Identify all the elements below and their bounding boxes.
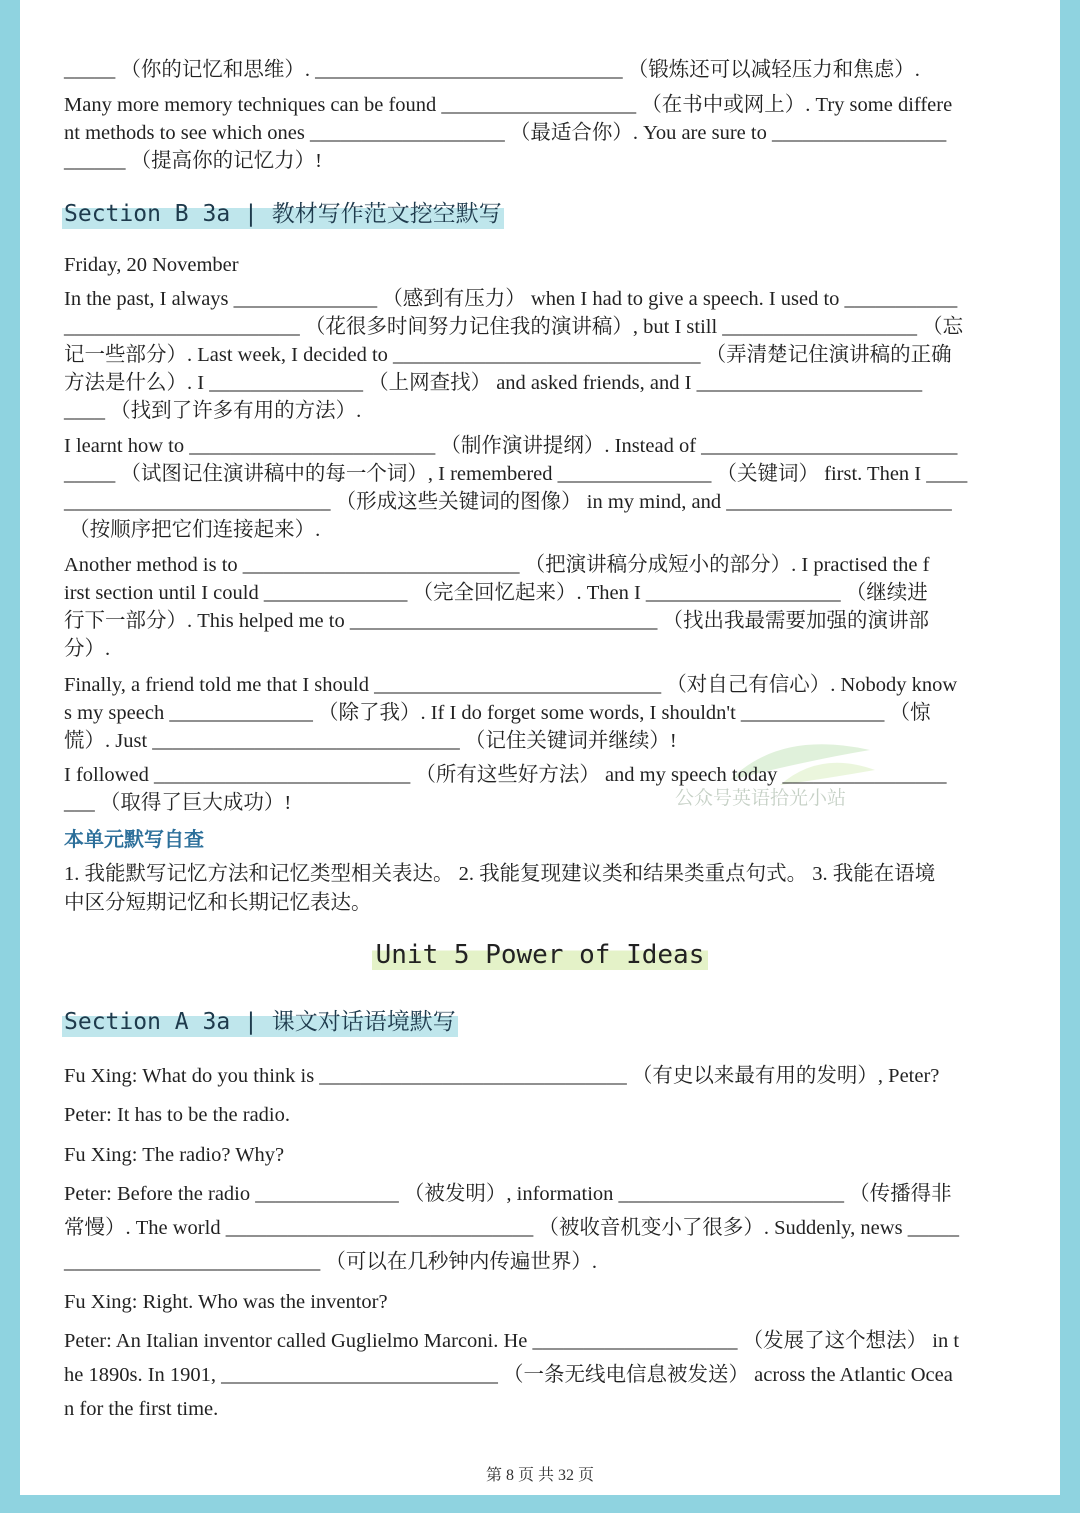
text-line: I learnt how to ________________________ （制作演讲提纲）. Instead of _________________________: [64, 435, 958, 457]
text-line: 慌）. Just ______________________________ （记住关键词并继续）!: [64, 730, 677, 752]
text-line: 方法是什么）. I _______________ （上网查找） and asked friends, and I ______________________: [64, 372, 923, 394]
dialogue-line: Fu Xing: What do you think is ______________________________ （有史以来最有用的发明）, Peter?: [64, 1065, 940, 1087]
dialogue-line: Peter: Before the radio ______________ （被发明）, information ______________________ （传播得非: [64, 1183, 952, 1205]
section-a-heading: Section A 3a | 课文对话语境默写: [64, 1009, 456, 1035]
text-line: s my speech ______________ （除了我）. If I do forget some words, I shouldn't ______________ （惊: [64, 702, 931, 724]
text-line: 记一些部分）. Last week, I decided to ______________________________ （弄清楚记住演讲稿的正确: [64, 344, 952, 366]
text-line: ___ （取得了巨大成功）!: [64, 792, 292, 814]
text-line: In the past, I always ______________ （感到有压力） when I had to give a speech. I used to ___________: [64, 288, 958, 310]
diary-date: Friday, 20 November: [64, 254, 239, 276]
text-line: Another method is to ___________________________ （把演讲稿分成短小的部分）. I practised the f: [64, 554, 930, 576]
text-line: _______________________ （花很多时间努力记住我的演讲稿）, but I still ___________________ （忘: [64, 316, 964, 338]
text-line: （按顺序把它们连接起来）.: [64, 519, 321, 541]
section-b-heading: Section B 3a | 教材写作范文挖空默写: [64, 201, 502, 227]
dialogue-line: n for the first time.: [64, 1398, 219, 1420]
unit-title: Unit 5 Power of Ideas: [20, 938, 1060, 972]
text-line: irst section until I could ______________ （完全回忆起来）. Then I ___________________ （继续进: [64, 582, 928, 604]
worksheet-page: [20, 0, 1060, 1495]
dialogue-line: 常慢）. The world ______________________________ （被收音机变小了很多）. Suddenly, news _____: [64, 1217, 959, 1239]
text-line: _____ （你的记忆和思维）. ______________________________ （锻炼还可以减轻压力和焦虑）.: [64, 59, 920, 81]
dialogue-line: _________________________ （可以在几秒钟内传遍世界）.: [64, 1251, 597, 1273]
text-line: ____ （找到了许多有用的方法）.: [64, 400, 362, 422]
dialogue-line: Fu Xing: The radio? Why?: [64, 1144, 285, 1166]
text-line: nt methods to see which ones ___________________ （最适合你）. You are sure to _________________: [64, 122, 947, 144]
text-line: Many more memory techniques can be found ___________________ （在书中或网上）. Try some differe: [64, 94, 953, 116]
text-line: ______ （提高你的记忆力）!: [64, 150, 322, 172]
self-check-line: 中区分短期记忆和长期记忆表达。: [64, 892, 372, 914]
self-check-heading: 本单元默写自查: [64, 827, 204, 851]
watermark-text: 公众号英语拾光小站: [675, 787, 847, 809]
text-line: 行下一部分）. This helped me to ______________________________ （找出我最需要加强的演讲部: [64, 610, 929, 632]
dialogue-line: Peter: An Italian inventor called Guglielmo Marconi. He ____________________ （发展了这个想法） in t: [64, 1330, 960, 1352]
self-check-line: 1. 我能默写记忆方法和记忆类型相关表达。 2. 我能复现建议类和结果类重点句式。 3. 我能在语境: [64, 863, 936, 885]
text-line: __________________________ （形成这些关键词的图像） in my mind, and ______________________: [64, 491, 952, 513]
dialogue-line: Fu Xing: Right. Who was the inventor?: [64, 1291, 388, 1313]
text-line: Finally, a friend told me that I should ____________________________ （对自己有信心）. Nobody know: [64, 674, 958, 696]
dialogue-line: Peter: It has to be the radio.: [64, 1104, 291, 1126]
dialogue-line: he 1890s. In 1901, ___________________________ （一条无线电信息被发送） across the Atlantic Ocea: [64, 1364, 953, 1386]
text-line: I followed _________________________ （所有这些好方法） and my speech today ________________: [64, 764, 947, 786]
page-number: 第 8 页 共 32 页: [485, 1467, 594, 1484]
text-line: _____ （试图记住演讲稿中的每一个词）, I remembered _______________ （关键词） first. Then I ____: [64, 463, 968, 485]
text-line: 分）.: [64, 638, 111, 660]
